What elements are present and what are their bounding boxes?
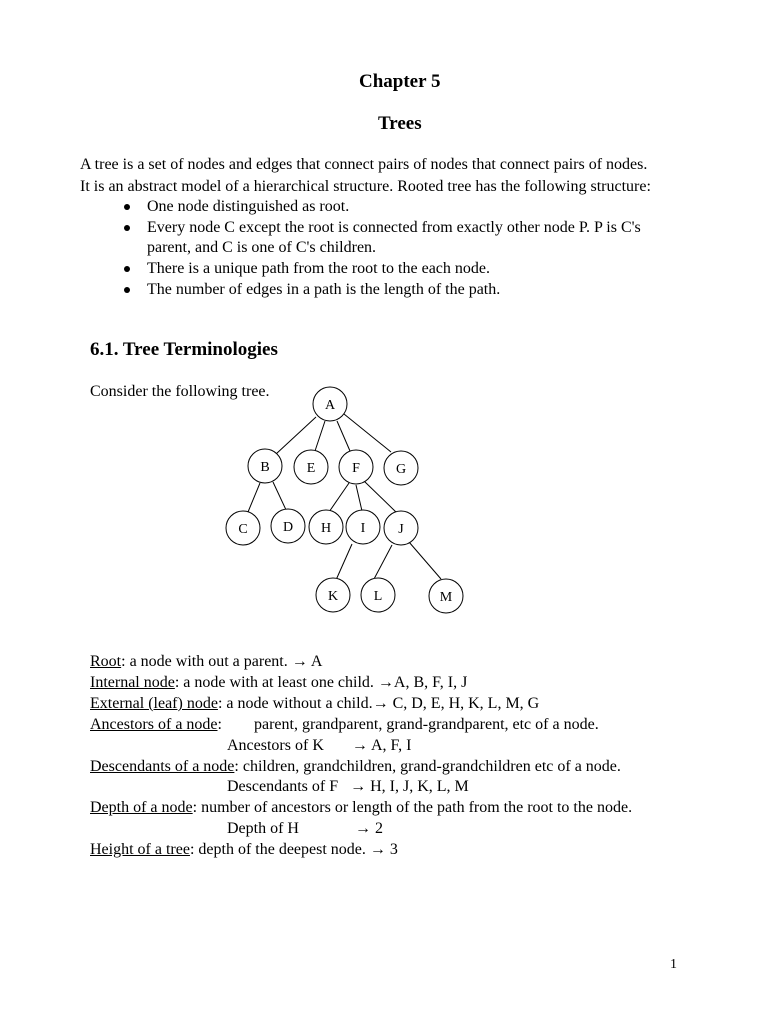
tree-node-label: D bbox=[282, 520, 294, 535]
def-term: External (leaf) node bbox=[90, 695, 218, 712]
def-descendants bbox=[90, 757, 621, 777]
edge-f-h bbox=[329, 483, 349, 512]
tree-node-l bbox=[361, 578, 395, 612]
depth-example: Depth of H → 2 bbox=[227, 820, 383, 837]
tree-node-label: A bbox=[324, 398, 336, 413]
tree-node-label: H bbox=[320, 521, 332, 536]
edge-a-g bbox=[344, 414, 391, 452]
descendants-example: Descendants of F → H, I, J, K, L, M bbox=[227, 778, 469, 795]
tree-node-label: L bbox=[373, 589, 383, 604]
bullet-text: Every node C except the root is connected from exactly other node P. P is C's bbox=[147, 219, 641, 236]
tree-node-g bbox=[384, 451, 418, 485]
bullet-text: There is a unique path from the root to the each node. bbox=[147, 260, 490, 277]
edge-j-m bbox=[409, 542, 441, 579]
bullet-text-continued: parent, and C is one of C's children. bbox=[147, 239, 377, 256]
tree-node-label: K bbox=[327, 589, 339, 604]
tree-node-e bbox=[294, 450, 328, 484]
tree-node-k bbox=[316, 578, 350, 612]
def-depth bbox=[90, 798, 632, 818]
chapter-title: Chapter 5 bbox=[359, 71, 441, 92]
def-ancestors bbox=[90, 715, 599, 735]
def-term: Root bbox=[90, 653, 122, 670]
edge-b-c bbox=[248, 483, 260, 512]
tree-node-i bbox=[346, 510, 380, 544]
def-height bbox=[90, 840, 398, 860]
page-number: 1 bbox=[670, 957, 677, 972]
tree-node-label: I bbox=[360, 521, 366, 536]
def-text: : number of ancestors or length of the path from the root to the node. bbox=[192, 799, 633, 816]
tree-node-h bbox=[309, 510, 343, 544]
def-text: : a node with at least one child. →A, B, F, I, J bbox=[174, 674, 468, 691]
edge-a-b bbox=[276, 417, 316, 454]
def-term: Internal node bbox=[90, 674, 175, 691]
topic-title: Trees bbox=[378, 113, 422, 134]
def-root bbox=[90, 652, 322, 672]
tree-node-label: F bbox=[352, 461, 360, 476]
def-internal bbox=[90, 673, 467, 693]
edge-b-d bbox=[273, 482, 287, 512]
def-text: : parent, grandparent, grand-grandparent, etc of a node. bbox=[217, 716, 599, 733]
consider-text: Consider the following tree. bbox=[90, 383, 270, 400]
def-term: Ancestors of a node bbox=[90, 716, 218, 733]
edge-i-k bbox=[336, 544, 352, 580]
tree-node-label: G bbox=[395, 462, 407, 477]
tree-node-label: E bbox=[306, 461, 316, 476]
tree-node-label: B bbox=[260, 460, 270, 475]
tree-node-b bbox=[248, 449, 282, 483]
intro-line-2: It is an abstract model of a hierarchical structure. Rooted tree has the following structure: bbox=[80, 178, 651, 195]
tree-node-j bbox=[384, 511, 418, 545]
tree-edges bbox=[248, 414, 441, 580]
def-text: : depth of the deepest node. → 3 bbox=[189, 841, 398, 858]
section-heading: 6.1. Tree Terminologies bbox=[90, 339, 278, 360]
intro-line-1: A tree is a set of nodes and edges that connect pairs of nodes that connect pairs of nodes. bbox=[80, 156, 648, 173]
def-external bbox=[90, 694, 539, 714]
tree-node-label: J bbox=[398, 522, 404, 537]
tree-node-d bbox=[271, 509, 305, 543]
tree-node-f bbox=[339, 450, 373, 484]
bullet-text: One node distinguished as root. bbox=[147, 198, 350, 215]
def-text: : a node with out a parent. → A bbox=[121, 653, 323, 670]
edge-a-f bbox=[337, 421, 350, 451]
tree-node-m bbox=[429, 579, 463, 613]
edge-f-j bbox=[364, 481, 397, 513]
def-term: Height of a tree bbox=[90, 841, 190, 858]
tree-node-c bbox=[226, 511, 260, 545]
bullet-text: The number of edges in a path is the length of the path. bbox=[147, 281, 501, 298]
def-term: Descendants of a node bbox=[90, 758, 235, 775]
edge-a-e bbox=[315, 421, 325, 451]
edge-f-i bbox=[356, 485, 362, 511]
def-term: Depth of a node bbox=[90, 799, 193, 816]
edge-j-l bbox=[374, 545, 392, 579]
tree-node-label: C bbox=[238, 522, 248, 537]
tree-node-a bbox=[313, 387, 347, 421]
def-text: : children, grandchildren, grand-grandchildren etc of a node. bbox=[234, 758, 621, 775]
tree-node-label: M bbox=[439, 590, 453, 605]
def-text: : a node without a child.→ C, D, E, H, K, L, M, G bbox=[217, 695, 540, 712]
ancestors-example: Ancestors of K → A, F, I bbox=[227, 737, 412, 754]
